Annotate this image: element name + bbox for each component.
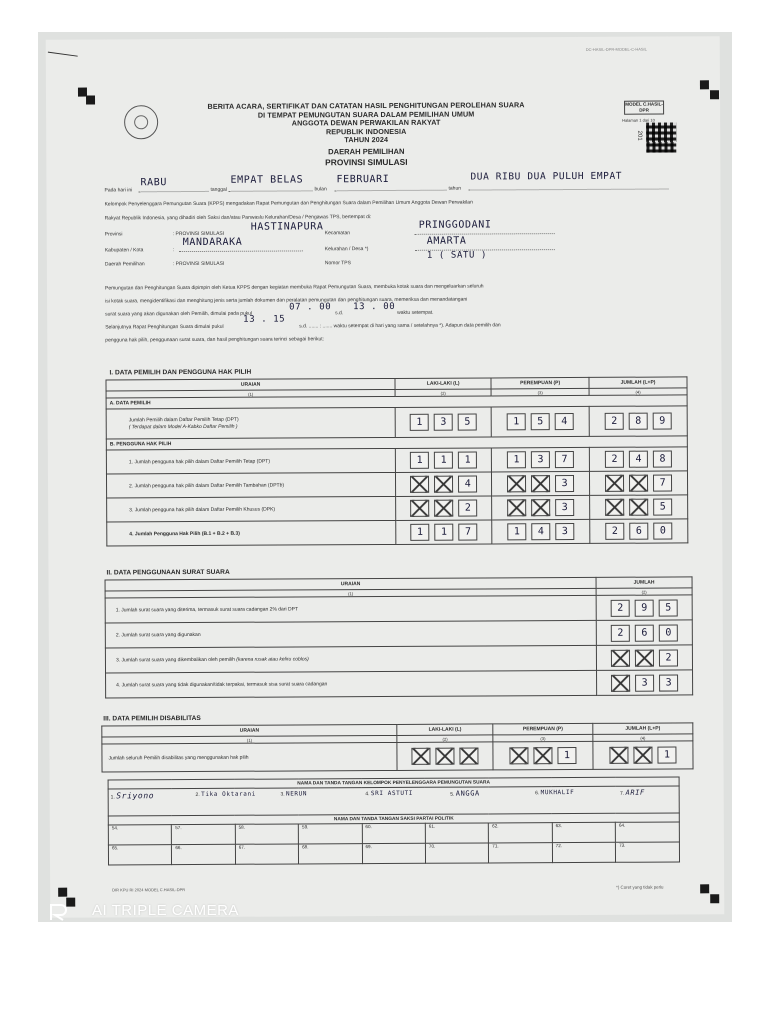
provinsi-value: : PROVINSI SIMULASI bbox=[172, 230, 225, 238]
crossed-box bbox=[412, 748, 431, 765]
digit-box: 2 bbox=[611, 599, 630, 616]
intro-line: Kelompok Penyelenggara Pemungutan Suara (KPPS) mengadakan Rapat Pemungutan dan Penghitungan Suara dalam Pemilihan Umum Anggota Dewan Perwakilan bbox=[104, 199, 473, 208]
col-header: LAKI-LAKI (L) bbox=[395, 378, 491, 390]
saksi-cell: 67. bbox=[235, 844, 298, 864]
digit-box: 4 bbox=[629, 451, 648, 468]
paragraph-line: Pemungutan dan Penghitungan Suara dipimpin oleh Ketua KPPS dengan kegiatan membuka Rapat Pemungutan Suara, membuka kotak suara dan mengeluarkan seluruh bbox=[104, 283, 484, 292]
section-1-table bbox=[105, 376, 688, 546]
digit-box: 5 bbox=[659, 599, 678, 616]
registration-mark bbox=[700, 884, 709, 893]
saksi-cell: 65. bbox=[108, 845, 171, 865]
crossed-box bbox=[609, 747, 628, 764]
kpps-signature: 6. MUKHALIF bbox=[535, 789, 575, 797]
row-label: 3. Jumlah pengguna hak pilih dalam Daftar Pemilih Khusus (DPK) bbox=[107, 496, 396, 522]
saksi-cell: 68. bbox=[299, 844, 362, 864]
top-code: DC-HASIL-DPR-MODEL-C-HASIL bbox=[585, 46, 647, 52]
sd-label: s.d. bbox=[335, 310, 344, 317]
intro-label: Pada hari ini bbox=[104, 187, 133, 194]
jam-mulai: 07 . 00 bbox=[289, 302, 332, 313]
kelurahan-handwritten: AMARTA bbox=[426, 235, 467, 247]
daerah-line: PROVINSI SIMULASI bbox=[325, 156, 408, 168]
col-header: URAIAN bbox=[106, 378, 395, 391]
crossed-box bbox=[410, 476, 429, 493]
kecamatan-label: Kecamatan bbox=[324, 230, 351, 237]
saksi-cell: 70. bbox=[425, 843, 488, 863]
crossed-box bbox=[434, 476, 453, 493]
crossed-box bbox=[531, 499, 550, 516]
saksi-cell: 61. bbox=[425, 823, 488, 843]
table-row bbox=[105, 620, 692, 648]
col-header: URAIAN bbox=[105, 577, 596, 591]
digit-box: 1 bbox=[507, 413, 526, 430]
saksi-cell: 57. bbox=[172, 824, 235, 844]
col-num: (3) bbox=[491, 388, 589, 396]
row-label: 2. Jumlah pengguna hak pilih dalam Daftar Pemilih Tambahan (DPTb) bbox=[106, 472, 395, 498]
kpps-signature: 1. Sriyono bbox=[110, 791, 155, 801]
fill-line bbox=[468, 189, 668, 191]
digit-box: 1 bbox=[410, 524, 429, 541]
saksi-cell: 73. bbox=[616, 842, 680, 862]
saksi-cell: 62. bbox=[489, 823, 552, 843]
digit-box: 1 bbox=[507, 451, 526, 468]
crossed-box bbox=[410, 500, 429, 517]
paragraph-line: isi kotak suara, mengidentifikasi dan menghitung jenis serta jumlah dokumen dan peralatan pemungutan dan penghitungan suara, memeriksa dan menandatangani bbox=[105, 296, 468, 305]
digit-box: 3 bbox=[555, 499, 574, 516]
group-label: B. PENGGUNA HAK PILIH bbox=[106, 436, 687, 450]
group-label: A. DATA PEMILIH bbox=[106, 395, 687, 409]
qr-code-icon bbox=[646, 122, 676, 152]
digit-box: 1 bbox=[434, 524, 453, 541]
digit-box: 6 bbox=[635, 624, 654, 641]
fill-line bbox=[415, 233, 555, 235]
section-1-title: I. DATA PEMILIH DAN PENGGUNA HAK PILIH bbox=[109, 368, 252, 377]
title-line: TAHUN 2024 bbox=[344, 135, 389, 145]
saksi-cell: 69. bbox=[362, 843, 425, 863]
photo-frame bbox=[38, 32, 732, 922]
digit-box: 1 bbox=[507, 523, 526, 540]
digit-box: 1 bbox=[410, 414, 429, 431]
kabupaten-label: Kabupaten / Kota bbox=[104, 247, 144, 254]
kpps-title: NAMA DAN TANDA TANGAN KELOMPOK PENYELENGGARA PEMUNGUTAN SUARA bbox=[108, 777, 679, 789]
row-note: (karena rusak atau keliru coblos) bbox=[234, 656, 309, 663]
table-row bbox=[106, 406, 687, 439]
daerah-value: : PROVINSI SIMULASI bbox=[172, 260, 225, 268]
tahun-value: DUA RIBU DUA PULUH EMPAT bbox=[470, 170, 623, 183]
saksi-cell: 72. bbox=[552, 842, 615, 862]
saksi-cell: 58. bbox=[235, 824, 298, 844]
saksi-cell: 60. bbox=[362, 823, 425, 843]
camera-brand-icon bbox=[48, 902, 70, 922]
bulan-label: bulan bbox=[314, 186, 327, 193]
fill-line bbox=[179, 250, 303, 252]
saksi-cell: 63. bbox=[552, 822, 615, 842]
row-label: Jumlah seluruh Pemilih disabilitas yang menggunakan hak pilih bbox=[102, 742, 397, 772]
title-line: DI TEMPAT PEMUNGUTAN SUARA DALAM PEMILIHAN UMUM bbox=[257, 109, 475, 120]
digit-box: 7 bbox=[653, 474, 672, 491]
provinsi-handwritten: HASTINAPURA bbox=[250, 221, 324, 233]
kpps-signature: 4. SRI ASTUTI bbox=[365, 789, 414, 798]
tps-label: Nomor TPS bbox=[324, 260, 351, 267]
digit-box: 2 bbox=[458, 500, 477, 517]
table-row bbox=[105, 595, 692, 623]
document-header bbox=[196, 101, 536, 168]
title-line: REPUBLIK INDONESIA bbox=[325, 126, 407, 137]
paragraph-line: s.d. ....... : ....... waktu setempat di hari yang sama / setelahnya *). Adapun data pemilih dan bbox=[299, 322, 501, 330]
hari-value: RABU bbox=[140, 177, 167, 189]
footer-code: DIR KPU RI 2024 MODEL C.HASIL-DPR bbox=[112, 887, 186, 893]
row-note: ( Terdapat dalam Model A-Kabko Daftar Pemilih ) bbox=[128, 423, 238, 430]
digit-box: 7 bbox=[555, 451, 574, 468]
digit-box: 3 bbox=[434, 414, 453, 431]
crossed-box bbox=[633, 747, 652, 764]
table-row bbox=[105, 645, 692, 673]
tps-handwritten: 1 ( SATU ) bbox=[426, 250, 488, 261]
col-num: (1) bbox=[105, 588, 596, 598]
digit-box: 4 bbox=[531, 523, 550, 540]
crossed-box bbox=[629, 499, 648, 516]
crossed-box bbox=[434, 500, 453, 517]
kpps-signature: 3. NERUN bbox=[280, 790, 308, 798]
registration-mark bbox=[710, 90, 719, 99]
row-label: 1. Jumlah surat suara yang diterima, termasuk surat suara cadangan 2% dari DPT bbox=[105, 595, 596, 623]
crossed-box bbox=[611, 649, 630, 666]
table-row bbox=[107, 519, 688, 546]
model-box: MODEL C.HASIL-DPR bbox=[624, 101, 664, 115]
waktu-label: waktu setempat. bbox=[397, 309, 434, 316]
digit-box: 9 bbox=[635, 599, 654, 616]
digit-box: 2 bbox=[605, 451, 624, 468]
table-row bbox=[107, 495, 688, 522]
col-num: (1) bbox=[102, 735, 397, 744]
kpps-signature: 2. Tika Oktarani bbox=[195, 790, 256, 798]
bulan-value: FEBRUARI bbox=[336, 173, 390, 186]
table-row bbox=[106, 447, 687, 474]
crossed-box bbox=[436, 748, 455, 765]
corner-line bbox=[48, 52, 78, 57]
digit-box: 4 bbox=[458, 476, 477, 493]
col-num: (1) bbox=[106, 389, 395, 398]
jam-hitung: 13 . 15 bbox=[243, 314, 286, 325]
table-row bbox=[106, 670, 693, 698]
saksi-cell: 59. bbox=[298, 824, 361, 844]
row-label: 4. Jumlah surat suara yang tidak digunakan/tidak terpakai, termasuk sisa surat suara cadangan bbox=[106, 670, 597, 698]
digit-box: 5 bbox=[458, 414, 477, 431]
digit-box: 8 bbox=[653, 450, 672, 467]
col-header: URAIAN bbox=[102, 724, 397, 737]
col-num: (2) bbox=[596, 588, 692, 596]
digit-box: 1 bbox=[458, 452, 477, 469]
saksi-cell: 64. bbox=[615, 822, 679, 842]
paragraph-line: pengguna hak pilih, penggunaan surat suara, dan hasil penghitungan suara terinci sebagai berikut: bbox=[105, 336, 325, 344]
crossed-box bbox=[510, 747, 529, 764]
saksi-cell: 66. bbox=[172, 844, 235, 864]
kpu-logo bbox=[124, 105, 158, 139]
title-line: ANGGOTA DEWAN PERWAKILAN RAKYAT bbox=[291, 117, 441, 128]
digit-box: 3 bbox=[659, 674, 678, 691]
col-header: JUMLAH (L+P) bbox=[593, 723, 693, 735]
digit-box: 1 bbox=[558, 747, 577, 764]
digit-box: 3 bbox=[635, 674, 654, 691]
col-num: (2) bbox=[397, 735, 493, 743]
form-paper bbox=[46, 36, 725, 918]
saksi-cell: 71. bbox=[489, 843, 552, 863]
footer-note: *) Coret yang tidak perlu bbox=[616, 884, 664, 890]
crossed-box bbox=[460, 748, 479, 765]
digit-box: 8 bbox=[629, 413, 648, 430]
digit-box: 1 bbox=[657, 746, 676, 763]
col-num: (4) bbox=[589, 388, 687, 396]
row-label: 4. Jumlah Pengguna Hak Pilih (B.1 + B.2 + B.3) bbox=[107, 520, 396, 546]
digit-box: 3 bbox=[555, 523, 574, 540]
paragraph-line: Selanjutnya Rapat Penghitungan Suara dimulai pukul bbox=[105, 323, 224, 331]
col-header: PEREMPUAN (P) bbox=[493, 723, 593, 735]
section-2-title: II. DATA PENGGUNAAN SURAT SUARA bbox=[106, 568, 230, 577]
signature-table bbox=[108, 776, 680, 865]
digit-box: 3 bbox=[555, 475, 574, 492]
crossed-box bbox=[507, 499, 526, 516]
fill-line bbox=[334, 190, 446, 192]
paragraph-line: surat suara yang akan digunakan oleh Pemilih, dimulai pada pukul bbox=[105, 310, 253, 318]
col-header: JUMLAH (L+P) bbox=[589, 377, 687, 389]
kpps-row bbox=[108, 786, 679, 816]
digit-box: 1 bbox=[410, 452, 429, 469]
col-header: PEREMPUAN (P) bbox=[491, 377, 589, 389]
fill-line bbox=[228, 190, 312, 191]
col-header: LAKI-LAKI (L) bbox=[397, 724, 493, 736]
registration-mark bbox=[58, 888, 67, 897]
digit-box: 2 bbox=[605, 413, 624, 430]
crossed-box bbox=[629, 475, 648, 492]
digit-box: 9 bbox=[653, 412, 672, 429]
table-row bbox=[106, 471, 687, 498]
crossed-box bbox=[605, 475, 624, 492]
qr-number: 201 bbox=[636, 130, 643, 141]
digit-box: 4 bbox=[555, 413, 574, 430]
col-num: (2) bbox=[395, 389, 491, 397]
kabupaten-colon: : bbox=[172, 247, 175, 254]
saksi-cell: 54. bbox=[108, 825, 171, 845]
camera-watermark: AI TRIPLE CAMERA bbox=[92, 902, 239, 919]
registration-mark bbox=[710, 894, 719, 903]
digit-box: 0 bbox=[659, 624, 678, 641]
kelurahan-label: Kelurahan / Desa *) bbox=[324, 246, 369, 253]
kecamatan-handwritten: PRINGGODANI bbox=[418, 219, 492, 231]
row-label: 3. Jumlah surat suara yang dikembalikan oleh pemilih bbox=[115, 656, 235, 664]
fill-line bbox=[139, 191, 209, 192]
digit-box: 0 bbox=[653, 522, 672, 539]
saksi-row bbox=[108, 842, 679, 865]
jam-selesai: 13 . 00 bbox=[353, 301, 396, 313]
crossed-box bbox=[507, 475, 526, 492]
digit-box: 5 bbox=[653, 498, 672, 515]
provinsi-label: Provinsi bbox=[104, 231, 123, 238]
tanggal-value: EMPAT BELAS bbox=[230, 174, 304, 186]
tanggal-label: tanggal bbox=[210, 186, 227, 193]
intro-line: Rakyat Republik Indonesia, yang dihadiri oleh Saksi dan/atau Panwaslu Kelurahan/Desa / Pengawas TPS, bertempat di: bbox=[104, 214, 372, 222]
row-label: 1. Jumlah pengguna hak pilih dalam Daftar Pemilih Tetap (DPT) bbox=[106, 448, 395, 474]
crossed-box bbox=[605, 499, 624, 516]
title-line: BERITA ACARA, SERTIFIKAT DAN CATATAN HASIL PENGHITUNGAN PEROLEHAN SUARA bbox=[207, 100, 525, 111]
digit-box: 7 bbox=[458, 524, 477, 541]
section-2-table bbox=[105, 576, 694, 698]
page-indicator: Halaman 1 dari 10 bbox=[622, 117, 655, 123]
kpps-signature: 5. ANGGA bbox=[450, 789, 480, 798]
col-num: (3) bbox=[493, 734, 593, 742]
digit-box: 5 bbox=[531, 413, 550, 430]
row-label: 2. Jumlah surat suara yang digunakan bbox=[105, 620, 596, 648]
crossed-box bbox=[635, 649, 654, 666]
digit-box: 1 bbox=[434, 452, 453, 469]
row-label: Jumlah Pemilih dalam Daftar Pemilih Tetap (DPT) bbox=[128, 416, 239, 423]
daerah-line: DAERAH PEMILIHAN bbox=[328, 146, 405, 157]
registration-mark bbox=[700, 80, 709, 89]
col-num: (4) bbox=[593, 734, 693, 742]
crossed-box bbox=[534, 747, 553, 764]
crossed-box bbox=[611, 674, 630, 691]
section-3-title: III. DATA PEMILIH DISABILITAS bbox=[103, 714, 201, 723]
daerah-label: Daerah Pemilihan bbox=[104, 261, 145, 268]
digit-box: 2 bbox=[605, 523, 624, 540]
tahun-label: tahun bbox=[448, 185, 462, 192]
kpps-signature: 7. ARIF bbox=[619, 788, 645, 797]
digit-box: 2 bbox=[611, 624, 630, 641]
registration-mark bbox=[86, 96, 95, 105]
digit-box: 3 bbox=[531, 451, 550, 468]
crossed-box bbox=[531, 475, 550, 492]
saksi-title: NAMA DAN TANDA TANGAN SAKSI PARTAI POLITIK bbox=[108, 813, 679, 825]
table-row bbox=[102, 741, 693, 772]
section-3-table bbox=[101, 722, 693, 772]
digit-box: 2 bbox=[659, 649, 678, 666]
col-header: JUMLAH bbox=[596, 577, 692, 589]
kabupaten-handwritten: MANDARAKA bbox=[182, 236, 243, 249]
digit-box: 6 bbox=[629, 523, 648, 540]
